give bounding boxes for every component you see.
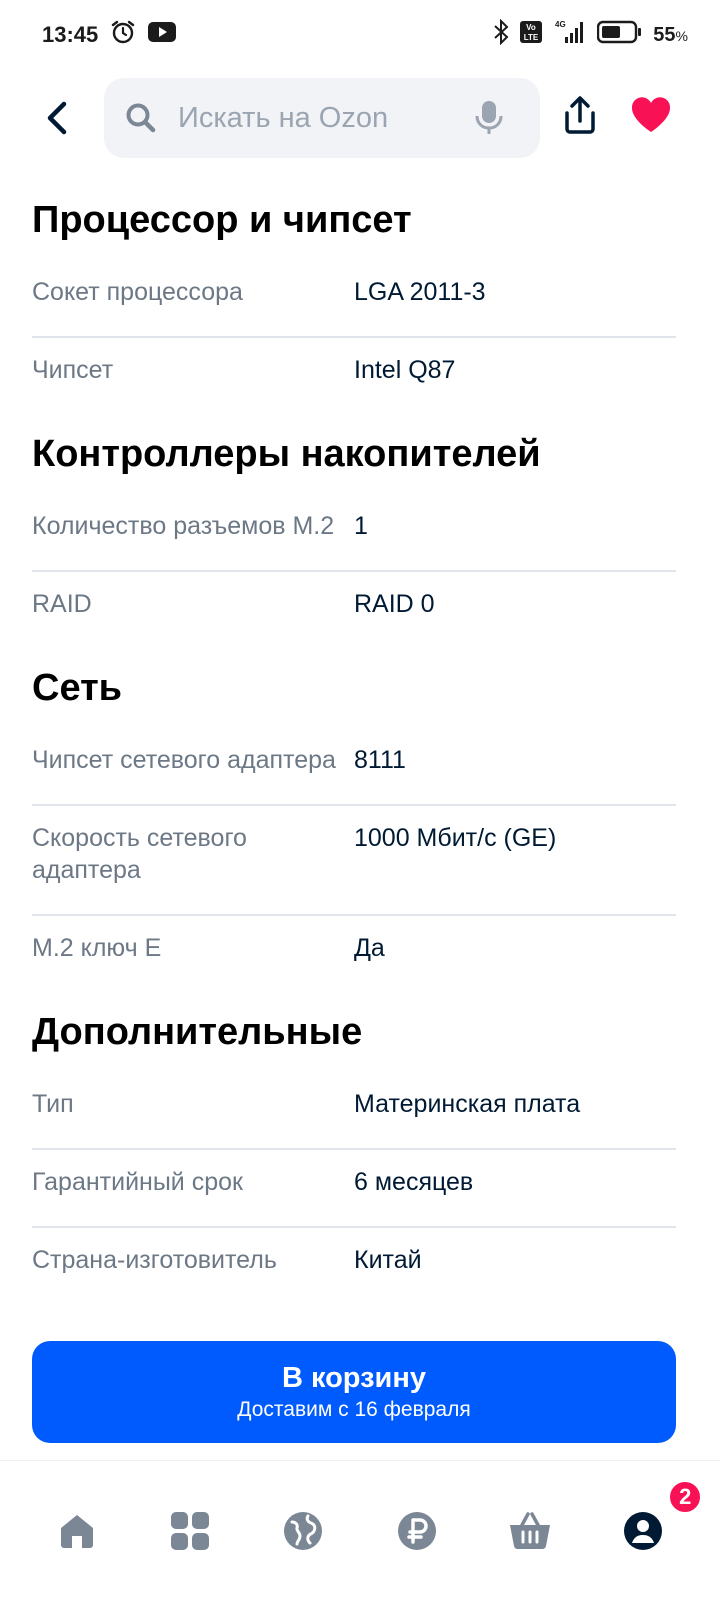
status-bar <box>0 0 720 70</box>
cart-button-label: В корзину <box>281 1362 427 1394</box>
spec-value: Материнская плата <box>354 1090 581 1118</box>
nav-home[interactable] <box>47 1501 107 1561</box>
section-additional <box>32 992 676 1304</box>
header <box>0 78 720 158</box>
spec-value: 8111 <box>354 746 406 774</box>
battery-unit: % <box>675 27 688 44</box>
spec-row <box>32 260 676 338</box>
spec-label: Чипсет <box>32 356 114 384</box>
spec-label: Сокет процессора <box>32 278 243 306</box>
home-icon <box>57 1512 97 1550</box>
battery-icon <box>597 20 643 50</box>
notification-badge: 2 <box>667 1479 703 1515</box>
bluetooth-icon <box>493 19 509 51</box>
spec-label: Страна-изготовитель <box>32 1246 277 1274</box>
spec-label: Тип <box>32 1090 74 1118</box>
svg-text:LTE: LTE <box>524 33 539 42</box>
battery-percent: 55 <box>653 23 676 46</box>
spec-row <box>32 338 676 414</box>
spec-label: Количество разъемов M.2 <box>32 512 335 540</box>
spec-row <box>32 1072 676 1150</box>
section-title: Дополнительные <box>32 1010 363 1053</box>
characteristics-list <box>32 180 676 1304</box>
nav-profile[interactable] <box>613 1483 692 1561</box>
spec-value: LGA 2011-3 <box>354 278 486 306</box>
spec-label: Гарантийный срок <box>32 1168 243 1196</box>
spec-label: Скорость сетевого адаптера <box>32 824 247 884</box>
spec-label: RAID <box>32 590 92 618</box>
back-button[interactable] <box>36 96 76 140</box>
cart-area <box>0 1325 720 1460</box>
heart-icon <box>630 96 672 134</box>
nav-finance[interactable] <box>387 1501 447 1561</box>
spec-value: Китай <box>354 1246 422 1274</box>
basket-icon <box>508 1511 552 1551</box>
bottom-nav <box>0 1460 720 1600</box>
signal-icon <box>553 19 587 51</box>
status-left <box>42 19 176 51</box>
search-input[interactable] <box>178 102 468 135</box>
share-button[interactable] <box>562 96 602 140</box>
ruble-icon <box>396 1510 438 1552</box>
battery-level <box>653 24 688 47</box>
section-storage-controllers <box>32 414 676 648</box>
spec-label: M.2 ключ E <box>32 934 162 962</box>
search-bar[interactable] <box>104 78 540 158</box>
spec-row <box>32 916 676 992</box>
spec-row <box>32 572 676 648</box>
spec-value: Да <box>354 934 385 962</box>
share-icon <box>562 96 598 136</box>
status-time: 13:45 <box>42 22 99 47</box>
spec-row <box>32 728 676 806</box>
nav-cart[interactable] <box>500 1501 560 1561</box>
back-arrow-icon <box>42 100 70 136</box>
delivery-date: Доставим с 16 февраля <box>237 1398 471 1421</box>
spec-value: RAID 0 <box>354 590 435 618</box>
spec-label: Чипсет сетевого адаптера <box>32 746 336 774</box>
spec-value: 6 месяцев <box>354 1168 474 1196</box>
spec-row <box>32 1150 676 1228</box>
youtube-icon <box>148 21 176 49</box>
spec-row <box>32 494 676 572</box>
spec-value: 1000 Мбит/с (GE) <box>354 824 557 852</box>
search-icon <box>124 101 158 135</box>
nav-fresh[interactable] <box>273 1501 333 1561</box>
svg-text:Vo: Vo <box>526 23 537 32</box>
section-title: Сеть <box>32 666 123 709</box>
spec-value: 1 <box>354 512 368 540</box>
section-network <box>32 648 676 992</box>
catalog-icon <box>169 1510 211 1552</box>
globe-icon <box>282 1510 324 1552</box>
add-to-cart-button[interactable] <box>32 1341 676 1443</box>
nav-catalog[interactable] <box>160 1501 220 1561</box>
favorite-button[interactable] <box>630 96 674 140</box>
microphone-icon[interactable] <box>474 100 504 136</box>
section-title: Контроллеры накопителей <box>32 432 541 475</box>
spec-row <box>32 1228 676 1304</box>
spec-row <box>32 806 676 916</box>
volte-icon <box>519 20 543 50</box>
spec-value: Intel Q87 <box>354 356 456 384</box>
section-processor-chipset <box>32 180 676 414</box>
alarm-icon <box>110 19 136 51</box>
section-title: Процессор и чипсет <box>32 198 412 241</box>
status-right <box>493 19 688 51</box>
profile-icon <box>622 1510 664 1552</box>
svg-text:4G: 4G <box>555 20 566 29</box>
